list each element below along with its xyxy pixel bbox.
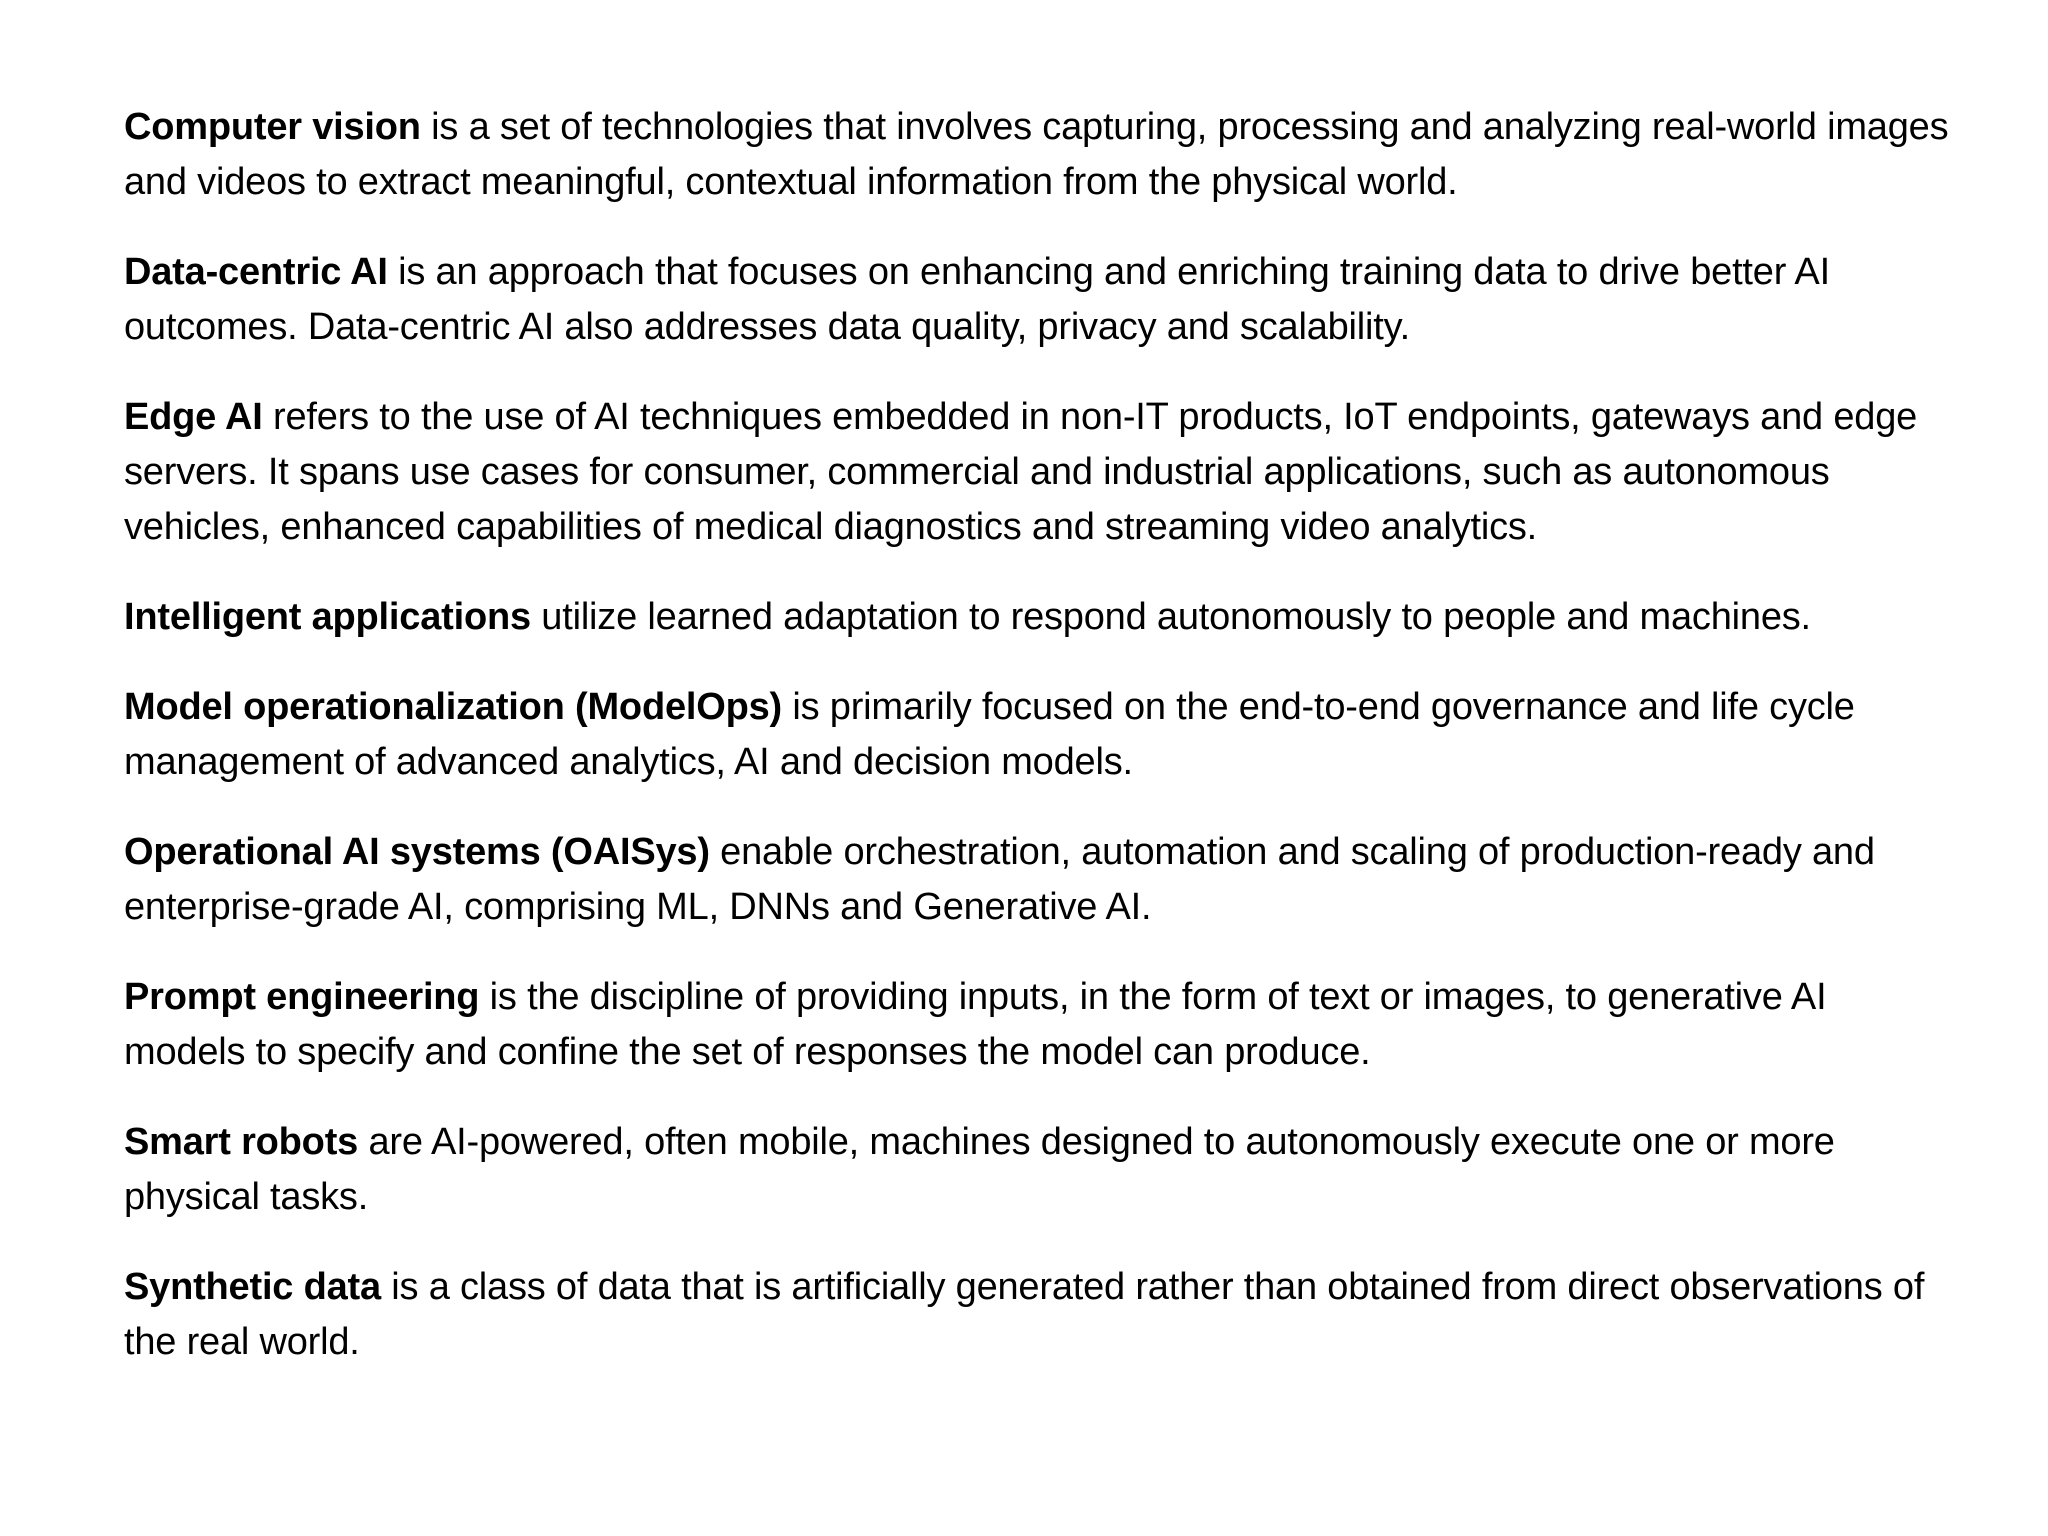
definition: is an approach that focuses on enhancing and enriching training data to drive better AI outcomes. Data-centric AI also addresses data quality, privacy and scalability.: [124, 251, 1830, 348]
entry-oaisys: [124, 825, 1954, 935]
definition: is the discipline of providing inputs, in the form of text or images, to generative AI models to specify and confine the set of responses the model can produce.: [124, 976, 1827, 1073]
term: Smart robots: [124, 1121, 359, 1163]
term: Intelligent applications: [124, 596, 531, 638]
entry-smart-robots: [124, 1115, 1954, 1225]
term: Edge AI: [124, 396, 263, 438]
definition: refers to the use of AI techniques embedded in non-IT products, IoT endpoints, gateways and edge servers. It spans use cases for consumer, commercial and industrial applications, such as autonomous vehicles, enhanced capabilities of medical diagnostics and streaming video analytics.: [124, 396, 1918, 548]
entry-modelops: [124, 680, 1954, 790]
term: Model operationalization (ModelOps): [124, 686, 783, 728]
definition: is a class of data that is artificially generated rather than obtained from direct observations of the real world.: [124, 1266, 1925, 1363]
definition: utilize learned adaptation to respond autonomously to people and machines.: [530, 596, 1811, 638]
definition: is primarily focused on the end-to-end governance and life cycle management of advanced analytics, AI and decision models.: [124, 686, 1855, 783]
term: Prompt engineering: [124, 976, 480, 1018]
term: Synthetic data: [124, 1266, 381, 1308]
entry-edge-ai: [124, 390, 1954, 555]
entry-computer-vision: [124, 100, 1954, 210]
definition: are AI-powered, often mobile, machines designed to autonomously execute one or more physical tasks.: [124, 1121, 1835, 1218]
entry-intelligent-applications: [124, 590, 1954, 645]
entry-prompt-engineering: [124, 970, 1954, 1080]
term: Data-centric AI: [124, 251, 388, 293]
glossary: [124, 100, 1954, 1405]
term: Operational AI systems (OAISys): [124, 831, 710, 873]
definition: is a set of technologies that involves capturing, processing and analyzing real-world images and videos to extract meaningful, contextual information from the physical world.: [124, 106, 1949, 203]
term: Computer vision: [124, 106, 421, 148]
definition: enable orchestration, automation and scaling of production-ready and enterprise-grade AI, comprising ML, DNNs and Generative AI.: [124, 831, 1875, 928]
entry-data-centric-ai: [124, 245, 1954, 355]
entry-synthetic-data: [124, 1260, 1954, 1370]
